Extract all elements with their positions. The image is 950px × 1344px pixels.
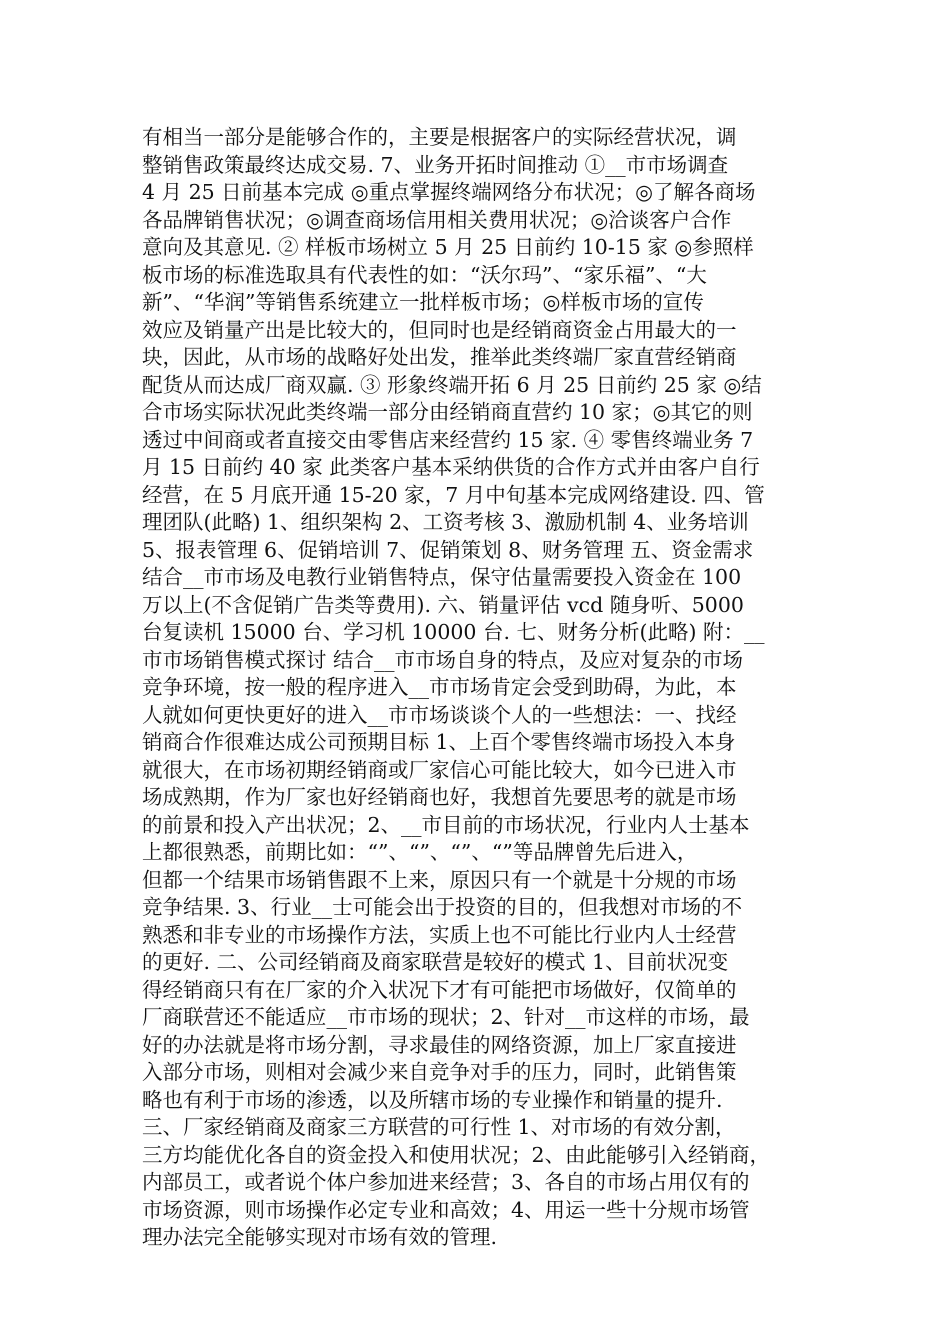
text-line: 经营，在 5 月底开通 15-20 家，7 月中旬基本完成网络建设. 四、管 xyxy=(142,482,765,507)
text-line: 上都很熟悉，前期比如：“”、“”、“”、“”等品牌曾先后进入， xyxy=(142,840,698,864)
text-line: 各品牌销售状况；◎调查商场信用相关费用状况；◎洽谈客户合作 xyxy=(142,207,732,232)
text-line: 的前景和投入产出状况；2、__市目前的市场状况，行业内人士基本 xyxy=(142,812,750,837)
text-line: 理团队(此略) 1、组织架构 2、工资考核 3、激励机制 4、业务培训 xyxy=(142,510,749,534)
text-line: 意向及其意见. ② 样板市场树立 5 月 25 日前约 10-15 家 ◎参照样 xyxy=(142,235,754,259)
text-line: 效应及销量产出是比较大的，但同时也是经销商资金占用最大的一 xyxy=(142,317,737,342)
text-line: 销商合作很难达成公司预期目标 1、上百个零售终端市场投入本身 xyxy=(142,730,736,754)
text-line: 人就如何更快更好的进入__市市场谈谈个人的一些想法：一、找经 xyxy=(142,702,737,727)
text-line: 竞争环境，按一般的程序进入__市市场肯定会受到助碍，为此，本 xyxy=(142,675,737,699)
text-line: 入部分市场，则相对会减少来自竞争对手的压力，同时，此销售策 xyxy=(142,1060,737,1084)
text-line: 月 15 日前约 40 家 此类客户基本采纳供货的合作方式并由客户自行 xyxy=(142,455,760,479)
text-line: 熟悉和非专业的市场操作方法，实质上也不可能比行业内人士经营 xyxy=(142,922,737,947)
text-line: 竞争结果. 3、行业__士可能会出于投资的目的，但我想对市场的不 xyxy=(142,895,743,919)
text-line: 整销售政策最终达成交易. 7、业务开拓时间推动 ①__市市场调查 xyxy=(142,152,729,177)
text-line: 市市场销售模式探讨 结合__市市场自身的特点，及应对复杂的市场 xyxy=(142,647,744,672)
text-line: 5、报表管理 6、促销培训 7、促销策划 8、财务管理 五、资金需求 xyxy=(142,537,754,562)
text-line: 合市场实际状况此类终端一部分由经销商直营约 10 家；◎其它的则 xyxy=(142,400,753,424)
text-line: 有相当一部分是能够合作的，主要是根据客户的实际经营状况，调 xyxy=(142,125,737,149)
text-line: 4 月 25 日前基本完成 ◎重点掌握终端网络分布状况；◎了解各商场 xyxy=(142,180,756,204)
text-line: 万以上(不含促销广告类等费用). 六、销量评估 vcd 随身听、5000 xyxy=(142,592,744,617)
text-line: 板市场的标准选取具有代表性的如：“沃尔玛”、“家乐福”、“大 xyxy=(142,262,707,287)
text-line: 理办法完全能够实现对市场有效的管理. xyxy=(142,1225,498,1249)
text-line: 块，因此，从市场的战略好处出发，推举此类终端厂家直营经销商 xyxy=(142,345,737,369)
text-line: 的更好. 二、公司经销商及商家联营是较好的模式 1、目前状况变 xyxy=(142,950,729,974)
text-line: 好的办法就是将市场分割，寻求最佳的网络资源，加上厂家直接进 xyxy=(142,1032,737,1057)
text-line: 内部员工，或者说个体户参加进来经营；3、各自的市场占用仅有的 xyxy=(142,1170,750,1194)
body-text xyxy=(142,124,817,1252)
text-line: 三方均能优化各自的资金投入和使用状况；2、由此能够引入经销商， xyxy=(142,1142,771,1167)
text-line: 就很大，在市场初期经销商或厂家信心可能比较大，如今已进入市 xyxy=(142,757,737,782)
text-line: 市场资源，则市场操作必定专业和高效；4、用运一些十分规市场管 xyxy=(142,1197,750,1222)
text-line: 三、厂家经销商及商家三方联营的可行性 1、对市场的有效分割， xyxy=(142,1115,736,1139)
text-line: 台复读机 15000 台、学习机 10000 台. 七、财务分析(此略) 附：__ xyxy=(142,620,765,644)
text-line: 略也有利于市场的渗透，以及所辖市场的专业操作和销量的提升. xyxy=(142,1087,723,1112)
text-line: 得经销商只有在厂家的介入状况下才有可能把市场做好，仅简单的 xyxy=(142,977,737,1002)
text-line: 厂商联营还不能适应__市市场的现状；2、针对__市这样的市场，最 xyxy=(142,1005,750,1029)
text-line: 配货从而达成厂商双赢. ③ 形象终端开拓 6 月 25 日前约 25 家 ◎结 xyxy=(142,372,762,397)
text-line: 但都一个结果市场销售跟不上来，原因只有一个就是十分规的市场 xyxy=(142,867,737,892)
text-line: 新”、“华润”等销售系统建立一批样板市场；◎样板市场的宣传 xyxy=(142,290,704,314)
text-line: 场成熟期，作为厂家也好经销商也好，我想首先要思考的就是市场 xyxy=(142,785,737,809)
text-line: 结合__市市场及电教行业销售特点，保守估量需要投入资金在 100 xyxy=(142,565,742,589)
text-line: 透过中间商或者直接交由零售店来经营约 15 家. ④ 零售终端业务 7 xyxy=(142,427,754,452)
